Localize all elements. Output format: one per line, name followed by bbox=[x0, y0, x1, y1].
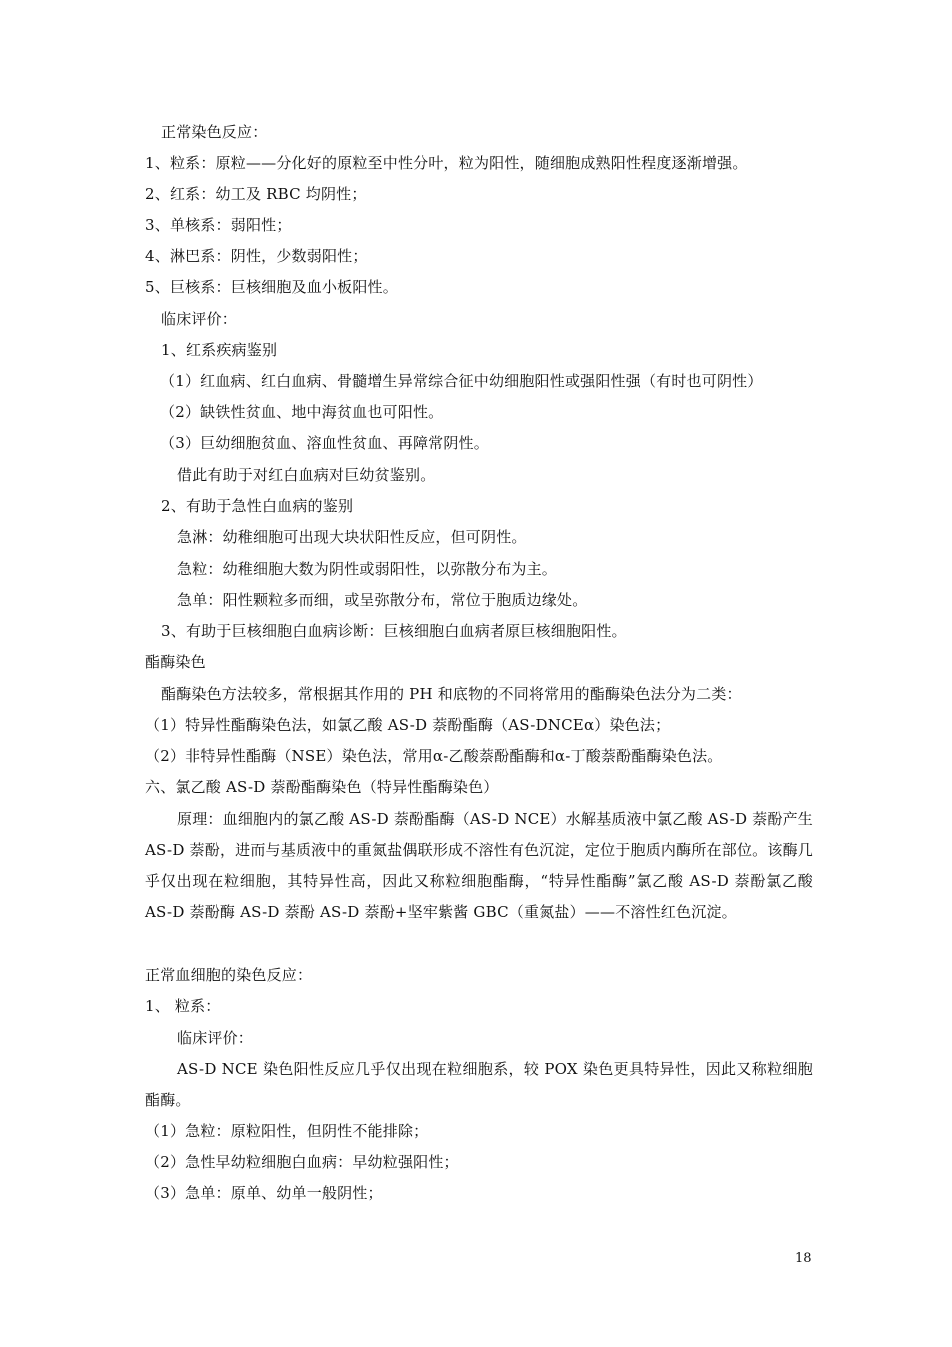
heading-normal-staining: 正常染色反应： bbox=[161, 123, 268, 141]
text-line: 急淋：幼稚细胞可出现大块状阳性反应，但可阴性。 bbox=[177, 528, 527, 546]
section-heading-esterase: 酯酶染色 bbox=[145, 653, 206, 671]
text-line: （1）急粒：原粒阳性，但阴性不能排除； bbox=[145, 1122, 429, 1140]
text-line: 1、粒系：原粒——分化好的原粒至中性分叶，粒为阳性，随细胞成熟阳性程度逐渐增强。 bbox=[145, 154, 748, 172]
text-line: （3）急单：原单、幼单一般阴性； bbox=[145, 1184, 383, 1202]
text-line: （2）非特异性酯酶（NSE）染色法，常用α-乙酸萘酚酯酶和α-丁酸萘酚酯酶染色法。 bbox=[145, 747, 723, 765]
principle-paragraph: 原理：血细胞内的氯乙酸 AS-D 萘酚酯酶（AS-D NCE）水解基质液中氯乙酸 AS-D 萘酚产生 AS-D 萘酚，进而与基质液中的重氮盐偶联形成不溶性有色沉淀，定位于胞质内酶所在部位。该酶几乎仅出现在粒细胞，其特异性高，因此又称粒细胞酯酶，“特异性酯酶”氯乙酸 AS-D 萘酚氯乙酸 AS-D 萘酚酶 AS-D 萘酚 AS-D 萘酚+坚牢紫酱 GBC（重氮盐）——不溶性红色沉淀。 bbox=[145, 810, 813, 921]
text-line: 急单：阳性颗粒多而细，或呈弥散分布，常位于胞质边缘处。 bbox=[177, 591, 588, 609]
text-line: 急粒：幼稚细胞大数为阴性或弱阳性，以弥散分布为主。 bbox=[177, 560, 558, 578]
heading-clinical-evaluation-2: 临床评价： bbox=[177, 1029, 254, 1047]
text-line: （3）巨幼细胞贫血、溶血性贫血、再障常阴性。 bbox=[160, 434, 489, 452]
clinical-paragraph: AS-D NCE 染色阳性反应几乎仅出现在粒细胞系，较 POX 染色更具特异性，因此又称粒细胞酯酶。 bbox=[145, 1060, 813, 1109]
text-line: 4、淋巴系：阴性，少数弱阳性； bbox=[145, 247, 368, 265]
text-line: 3、有助于巨核细胞白血病诊断：巨核细胞白血病者原巨核细胞阳性。 bbox=[161, 622, 627, 640]
text-line: 2、红系：幼工及 RBC 均阴性； bbox=[145, 185, 367, 203]
text-line: （1）特异性酯酶染色法，如氯乙酸 AS-D 萘酚酯酶（AS-DNCEα）染色法； bbox=[145, 716, 671, 734]
text-line: 酯酶染色方法较多，常根据其作用的 PH 和底物的不同将常用的酯酶染色法分为二类： bbox=[161, 685, 742, 703]
heading-clinical-evaluation: 临床评价： bbox=[161, 310, 238, 328]
text-line: （1）红血病、红白血病、骨髓增生异常综合征中幼细胞阳性或强阳性强（有时也可阴性） bbox=[160, 372, 763, 390]
section-heading-six: 六、氯乙酸 AS-D 萘酚酯酶染色（特异性酯酶染色） bbox=[145, 778, 499, 796]
text-line: 3、单核系：弱阳性； bbox=[145, 216, 292, 234]
text-line: 1、红系疾病鉴别 bbox=[161, 341, 278, 359]
text-line: 1、 粒系： bbox=[145, 997, 221, 1015]
text-line: 2、有助于急性白血病的鉴别 bbox=[161, 497, 354, 515]
page-number: 18 bbox=[795, 1251, 812, 1266]
text-line: 5、巨核系：巨核细胞及血小板阳性。 bbox=[145, 278, 398, 296]
heading-normal-blood-cells: 正常血细胞的染色反应： bbox=[145, 966, 313, 984]
text-line: （2）急性早幼粒细胞白血病：早幼粒强阳性； bbox=[145, 1153, 459, 1171]
text-line: 借此有助于对红白血病对巨幼贫鉴别。 bbox=[177, 466, 436, 484]
text-line: （2）缺铁性贫血、地中海贫血也可阳性。 bbox=[160, 403, 444, 421]
